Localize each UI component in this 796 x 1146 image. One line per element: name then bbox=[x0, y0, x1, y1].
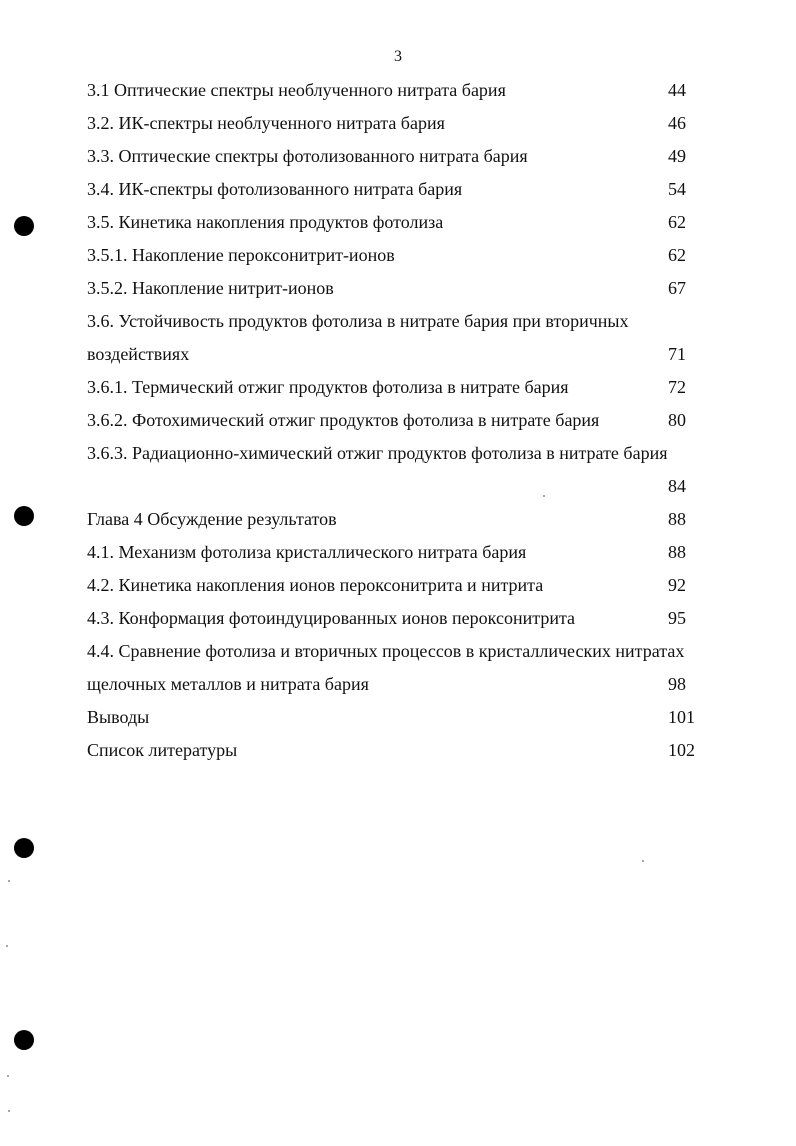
toc-entry-page: 46 bbox=[668, 113, 686, 133]
toc-entry-title: 3.6.2. Фотохимический отжиг продуктов фотолиза в нитрате бария bbox=[87, 410, 600, 430]
toc-entry-title-continuation: щелочных металлов и нитрата бария bbox=[87, 674, 369, 694]
toc-entry-title: 3.5. Кинетика накопления продуктов фотолиза bbox=[87, 212, 444, 232]
toc-entry-page: 92 bbox=[668, 575, 686, 595]
toc-entry-title: 3.3. Оптические спектры фотолизованного нитрата бария bbox=[87, 146, 528, 166]
toc-entry-page: 72 bbox=[668, 377, 686, 397]
toc-entry bbox=[87, 305, 727, 371]
toc-entry-page: 84 bbox=[668, 476, 686, 496]
toc-entry-title: 3.1 Оптические спектры необлученного нитрата бария bbox=[87, 80, 506, 100]
toc-entry-page: 88 bbox=[668, 542, 686, 562]
toc-entry-title: 3.5.2. Накопление нитрит-ионов bbox=[87, 278, 334, 298]
toc-entry-title: 3.2. ИК-спектры необлученного нитрата бария bbox=[87, 113, 445, 133]
page-number: 3 bbox=[394, 48, 402, 65]
toc-entry bbox=[87, 701, 727, 734]
toc-entry-page: 80 bbox=[668, 410, 686, 430]
scan-speck bbox=[8, 880, 10, 882]
toc-entry-title: 4.2. Кинетика накопления ионов пероксонитрита и нитрита bbox=[87, 575, 544, 595]
toc-entry bbox=[87, 437, 727, 503]
toc-entry bbox=[87, 569, 727, 602]
toc-entry bbox=[87, 602, 727, 635]
toc-entry bbox=[87, 371, 727, 404]
toc-entry-page: 67 bbox=[668, 278, 686, 298]
toc-entry-title: 3.6.1. Термический отжиг продуктов фотолиза в нитрате бария bbox=[87, 377, 569, 397]
toc-entry-page: 71 bbox=[668, 344, 686, 364]
toc-entry-title: Глава 4 Обсуждение результатов bbox=[87, 509, 337, 529]
table-of-contents bbox=[87, 74, 727, 767]
scan-speck bbox=[8, 1110, 10, 1112]
toc-entry-page: 101 bbox=[668, 707, 695, 727]
toc-entry bbox=[87, 107, 727, 140]
toc-entry-page: 102 bbox=[668, 740, 695, 760]
toc-entry bbox=[87, 173, 727, 206]
toc-entry bbox=[87, 635, 727, 701]
binder-hole bbox=[14, 1030, 34, 1050]
toc-entry-page: 54 bbox=[668, 179, 686, 199]
scan-speck bbox=[6, 945, 8, 947]
toc-entry-title: 3.4. ИК-спектры фотолизованного нитрата бария bbox=[87, 179, 463, 199]
toc-entry bbox=[87, 140, 727, 173]
scan-speck bbox=[7, 1075, 9, 1077]
toc-entry-page: 88 bbox=[668, 509, 686, 529]
toc-entry-title: 4.4. Сравнение фотолиза и вторичных процессов в кристаллических нитратах bbox=[87, 641, 685, 661]
toc-entry-page: 98 bbox=[668, 674, 686, 694]
toc-entry-title: 3.6.3. Радиационно-химический отжиг продуктов фотолиза в нитрате бария bbox=[87, 443, 668, 463]
toc-entry-page: 49 bbox=[668, 146, 686, 166]
scan-speck bbox=[543, 495, 545, 497]
toc-entry bbox=[87, 74, 727, 107]
toc-entry-page: 44 bbox=[668, 80, 686, 100]
toc-entry-title: 3.5.1. Накопление пероксонитрит-ионов bbox=[87, 245, 395, 265]
toc-entry-title-continuation: воздействиях bbox=[87, 344, 190, 364]
toc-entry bbox=[87, 206, 727, 239]
toc-entry-title: Выводы bbox=[87, 707, 150, 727]
toc-entry bbox=[87, 404, 727, 437]
toc-entry bbox=[87, 503, 727, 536]
toc-entry-title: 3.6. Устойчивость продуктов фотолиза в нитрате бария при вторичных bbox=[87, 311, 629, 331]
toc-entry-title: 4.3. Конформация фотоиндуцированных ионов пероксонитрита bbox=[87, 608, 576, 628]
binder-hole bbox=[14, 216, 34, 236]
toc-entry bbox=[87, 272, 727, 305]
toc-entry bbox=[87, 734, 727, 767]
toc-entry bbox=[87, 536, 727, 569]
toc-entry-page: 62 bbox=[668, 245, 686, 265]
toc-entry bbox=[87, 239, 727, 272]
toc-entry-title: Список литературы bbox=[87, 740, 238, 760]
toc-entry-page: 95 bbox=[668, 608, 686, 628]
toc-entry-page: 62 bbox=[668, 212, 686, 232]
scan-speck bbox=[642, 860, 644, 862]
binder-hole bbox=[14, 838, 34, 858]
toc-entry-title: 4.1. Механизм фотолиза кристаллического нитрата бария bbox=[87, 542, 527, 562]
binder-hole bbox=[14, 506, 34, 526]
